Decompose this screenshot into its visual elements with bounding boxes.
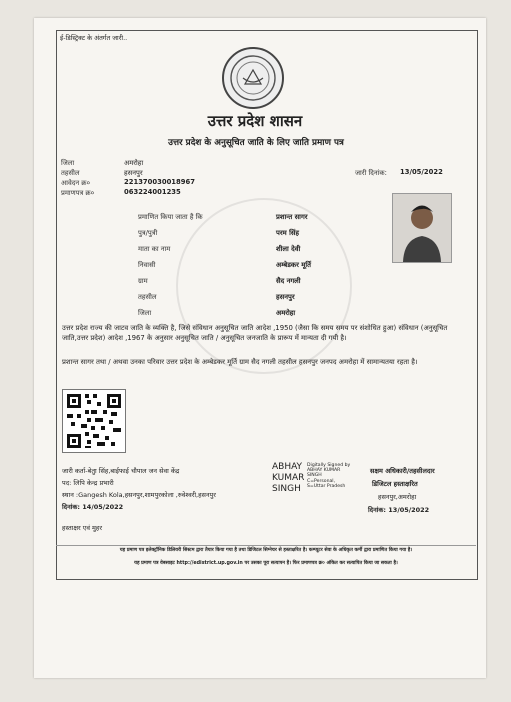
district-value: अमरोहा	[124, 159, 144, 167]
header-note: ई-डिस्ट्रिक्ट के अंतर्गत जारी..	[60, 34, 128, 42]
certificate-title: उत्तर प्रदेश शासन	[207, 112, 303, 130]
issuer-date: दिनांक: 14/05/2022	[62, 503, 124, 511]
background-watermark	[176, 198, 352, 374]
tehsil-value: हसनपुर	[124, 169, 143, 177]
certification-intro: प्रमाणित किया जाता है कि	[138, 213, 203, 221]
officer-place: हसनपुर,अमरोहा	[378, 493, 417, 501]
mother-label: माता का नाम	[138, 245, 171, 253]
signer-name-line3: SINGH	[272, 484, 301, 494]
footer-note-2: यह प्रमाण पत्र वेबसाइट http://edistrict.up.gov.in पर उसका पूरा सत्यापन है। फिर प्रमाणपत्र क्र० अंकित कर सत्यापित किया जा सकता है।	[134, 561, 398, 566]
verification-qr	[62, 389, 126, 453]
detail-district-value: अमरोहा	[276, 309, 296, 317]
up-emblem	[222, 47, 284, 109]
certificate-subtitle: उत्तर प्रदेश के अनुसूचित जाति के लिए जाति प्रमाण पत्र	[168, 138, 344, 148]
signature-and-seal: हस्ताक्षर एवं मुहर	[62, 524, 103, 532]
certificate-number-label: प्रमाणपत्र क्र०	[61, 189, 95, 197]
district-label: जिला	[61, 159, 75, 167]
applicant-photo	[392, 193, 452, 263]
digital-signature-block	[272, 462, 364, 514]
applicant-name: प्रशान्त सागर	[276, 213, 308, 221]
tehsil-label: तहसील	[61, 169, 80, 177]
issuer-line1: जारी कर्ता-बेतुा सिंह,बाईफाई चौपाल जन सेवा केंद्र	[62, 467, 180, 475]
village-label: ग्राम	[138, 277, 148, 285]
application-number: 221370030018967	[124, 178, 195, 186]
certificate-paragraph: उत्तर प्रदेश राज्य की जाटव जाति के व्यक्ति है, जिसे संविधान अनुसूचित जाति आदेश ,1950 (जैसा कि समय समय पर संशोधित हुआ) संविधान (अनुसूचित जाति,उत्तर प्रदेश) आदेश ,1967 के अनुसार अनुसूचित जाति / अनुसूचित जनजाति के प्रारूप में मान्यता दी गयी है।	[62, 324, 448, 342]
issuer-line2: पद: लिपि केन्द्र प्रभारी	[62, 479, 114, 487]
detail-district-label: जिला	[138, 309, 152, 317]
residence-paragraph: प्रशान्त सागर तथा / अथवा उनका परिवार उत्तर प्रदेश के अम्बेडकर मूर्ति ग्राम सैद नगली तहसील हसनपुर जनपद अमरोहा में सामान्यतया रहता है।	[62, 358, 418, 366]
resident-label: निवासी	[138, 261, 156, 269]
issue-date-value: 13/05/2022	[400, 168, 443, 176]
certificate-number: 063224001235	[124, 188, 181, 196]
detail-tehsil-value: हसनपुर	[276, 293, 295, 301]
father-label: पुत्र/पुत्री	[138, 229, 158, 237]
footer-divider	[56, 545, 476, 546]
qr-code-icon	[63, 390, 125, 452]
officer-signature-status: डिजिटल हस्ताक्षरित	[372, 480, 418, 488]
father-name: परम सिंह	[276, 229, 300, 237]
emblem-icon	[228, 53, 278, 103]
village-value: सैद नगली	[276, 277, 301, 285]
signer-name-line2: KUMAR	[272, 473, 305, 483]
detail-tehsil-label: तहसील	[138, 293, 157, 301]
resident-value: अम्बेडकर मूर्ति	[276, 261, 311, 269]
footer-note-1: यह प्रमाण पत्र इलेक्ट्रॉनिक डिलिवरी सिस्टम द्वारा तैयार किया गया है तथा डिजिटल सिग्नेचर से हस्ताक्षरित है। कम्प्यूटर सेवा के अधिकृत कर्मी द्वारा प्रमाणित किया गया है।	[119, 548, 413, 553]
mother-name: शीला देवी	[276, 245, 301, 253]
signer-name-line1: ABHAY	[272, 462, 303, 472]
application-label: आवेदन क्र०	[61, 179, 91, 187]
digital-signature-details: Digitally Signed by ABHAY KUMAR SINGH C=Personal, S=Uttar Pradesh	[307, 463, 351, 489]
officer-title: सक्षम अधिकारी/तहसीलदार	[370, 467, 435, 475]
issue-date-label: जारी दिनांक:	[355, 169, 387, 177]
person-photo-icon	[393, 194, 451, 262]
officer-date: दिनांक: 13/05/2022	[368, 506, 430, 514]
issuer-location: स्थान :Gangesh Kola,हसनपुर,शामपुरकोला ,रुवेश्वरी,हसनपुर	[62, 491, 216, 499]
